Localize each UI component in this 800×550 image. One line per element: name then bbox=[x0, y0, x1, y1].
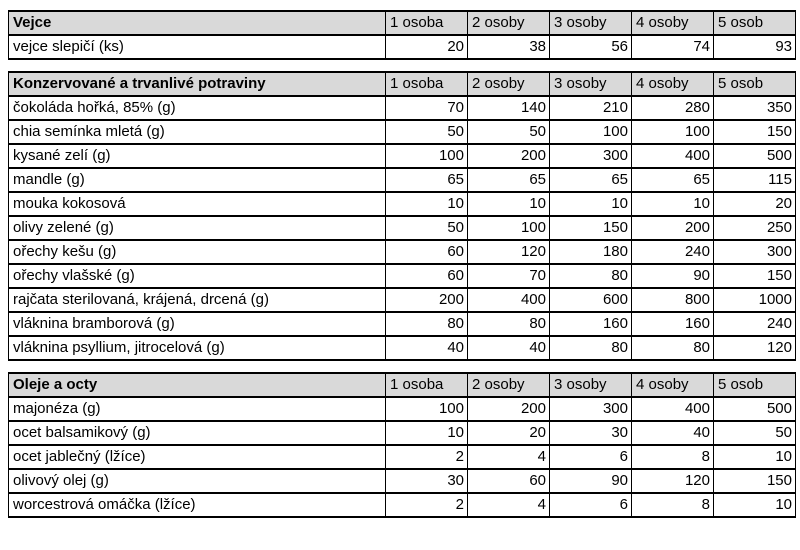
value-cell: 20 bbox=[468, 421, 550, 445]
value-cell: 150 bbox=[714, 264, 796, 288]
value-cell: 500 bbox=[714, 397, 796, 421]
column-header-cell-3: 3 osoby bbox=[550, 72, 632, 96]
value-cell: 280 bbox=[632, 96, 714, 120]
value-cell: 200 bbox=[386, 288, 468, 312]
table-oleje-a-octy-body bbox=[9, 373, 796, 517]
value-cell: 70 bbox=[468, 264, 550, 288]
value-cell: 30 bbox=[550, 421, 632, 445]
table-row bbox=[9, 336, 796, 360]
item-name-cell: vláknina psyllium, jitrocelová (g) bbox=[9, 336, 386, 360]
column-header-cell-4: 4 osoby bbox=[632, 72, 714, 96]
value-cell: 50 bbox=[386, 120, 468, 144]
value-cell: 80 bbox=[386, 312, 468, 336]
value-cell: 100 bbox=[550, 120, 632, 144]
value-cell: 100 bbox=[632, 120, 714, 144]
table-row bbox=[9, 240, 796, 264]
item-name-cell: kysané zelí (g) bbox=[9, 144, 386, 168]
header-row bbox=[9, 11, 796, 35]
column-header-cell-5: 5 osob bbox=[714, 11, 796, 35]
table-row bbox=[9, 421, 796, 445]
value-cell: 200 bbox=[468, 397, 550, 421]
value-cell: 250 bbox=[714, 216, 796, 240]
value-cell: 400 bbox=[632, 144, 714, 168]
value-cell: 80 bbox=[550, 264, 632, 288]
value-cell: 50 bbox=[386, 216, 468, 240]
value-cell: 80 bbox=[468, 312, 550, 336]
column-header-cell-1: 1 osoba bbox=[386, 72, 468, 96]
value-cell: 10 bbox=[714, 493, 796, 517]
value-cell: 10 bbox=[386, 192, 468, 216]
item-name-cell: mandle (g) bbox=[9, 168, 386, 192]
value-cell: 40 bbox=[468, 336, 550, 360]
value-cell: 160 bbox=[550, 312, 632, 336]
value-cell: 140 bbox=[468, 96, 550, 120]
value-cell: 6 bbox=[550, 493, 632, 517]
value-cell: 2 bbox=[386, 493, 468, 517]
table-row bbox=[9, 397, 796, 421]
table-row bbox=[9, 469, 796, 493]
column-header-cell-5: 5 osob bbox=[714, 72, 796, 96]
value-cell: 30 bbox=[386, 469, 468, 493]
value-cell: 800 bbox=[632, 288, 714, 312]
table-vejce-body bbox=[9, 11, 796, 59]
column-header-cell-2: 2 osoby bbox=[468, 72, 550, 96]
table-row bbox=[9, 216, 796, 240]
item-name-cell: worcestrová omáčka (lžíce) bbox=[9, 493, 386, 517]
column-header-cell-1: 1 osoba bbox=[386, 373, 468, 397]
value-cell: 10 bbox=[386, 421, 468, 445]
table-row bbox=[9, 445, 796, 469]
table-row bbox=[9, 168, 796, 192]
value-cell: 150 bbox=[714, 120, 796, 144]
value-cell: 300 bbox=[714, 240, 796, 264]
value-cell: 100 bbox=[386, 397, 468, 421]
value-cell: 65 bbox=[550, 168, 632, 192]
value-cell: 120 bbox=[714, 336, 796, 360]
value-cell: 400 bbox=[632, 397, 714, 421]
value-cell: 4 bbox=[468, 493, 550, 517]
column-header-cell-3: 3 osoby bbox=[550, 373, 632, 397]
column-header-cell-4: 4 osoby bbox=[632, 373, 714, 397]
value-cell: 240 bbox=[632, 240, 714, 264]
table-row bbox=[9, 192, 796, 216]
item-name-cell: rajčata sterilovaná, krájená, drcená (g) bbox=[9, 288, 386, 312]
value-cell: 400 bbox=[468, 288, 550, 312]
item-name-cell: olivy zelené (g) bbox=[9, 216, 386, 240]
value-cell: 40 bbox=[632, 421, 714, 445]
table-oleje-a-octy bbox=[8, 372, 796, 518]
value-cell: 210 bbox=[550, 96, 632, 120]
value-cell: 56 bbox=[550, 35, 632, 59]
column-header-cell-3: 3 osoby bbox=[550, 11, 632, 35]
value-cell: 80 bbox=[632, 336, 714, 360]
value-cell: 115 bbox=[714, 168, 796, 192]
value-cell: 180 bbox=[550, 240, 632, 264]
value-cell: 40 bbox=[386, 336, 468, 360]
value-cell: 65 bbox=[632, 168, 714, 192]
value-cell: 65 bbox=[468, 168, 550, 192]
item-name-cell: vejce slepičí (ks) bbox=[9, 35, 386, 59]
value-cell: 350 bbox=[714, 96, 796, 120]
value-cell: 93 bbox=[714, 35, 796, 59]
value-cell: 60 bbox=[386, 264, 468, 288]
item-name-cell: majonéza (g) bbox=[9, 397, 386, 421]
value-cell: 65 bbox=[386, 168, 468, 192]
value-cell: 60 bbox=[468, 469, 550, 493]
table-konzervovane-potraviny bbox=[8, 71, 796, 361]
header-row bbox=[9, 72, 796, 96]
header-row bbox=[9, 373, 796, 397]
value-cell: 20 bbox=[386, 35, 468, 59]
value-cell: 1000 bbox=[714, 288, 796, 312]
table-row bbox=[9, 120, 796, 144]
item-name-cell: olivový olej (g) bbox=[9, 469, 386, 493]
value-cell: 8 bbox=[632, 493, 714, 517]
value-cell: 100 bbox=[386, 144, 468, 168]
value-cell: 160 bbox=[632, 312, 714, 336]
value-cell: 10 bbox=[550, 192, 632, 216]
item-name-cell: ořechy vlašské (g) bbox=[9, 264, 386, 288]
table-konzervovane-potraviny-body bbox=[9, 72, 796, 360]
item-name-cell: chia semínka mletá (g) bbox=[9, 120, 386, 144]
value-cell: 150 bbox=[714, 469, 796, 493]
value-cell: 300 bbox=[550, 144, 632, 168]
value-cell: 4 bbox=[468, 445, 550, 469]
value-cell: 50 bbox=[468, 120, 550, 144]
item-name-cell: mouka kokosová bbox=[9, 192, 386, 216]
item-name-cell: ořechy kešu (g) bbox=[9, 240, 386, 264]
value-cell: 10 bbox=[714, 445, 796, 469]
item-name-cell: ocet jablečný (lžíce) bbox=[9, 445, 386, 469]
item-name-cell: vláknina bramborová (g) bbox=[9, 312, 386, 336]
section-title-cell: Konzervované a trvanlivé potraviny bbox=[9, 72, 386, 96]
value-cell: 300 bbox=[550, 397, 632, 421]
value-cell: 20 bbox=[714, 192, 796, 216]
value-cell: 80 bbox=[550, 336, 632, 360]
value-cell: 74 bbox=[632, 35, 714, 59]
value-cell: 200 bbox=[632, 216, 714, 240]
item-name-cell: čokoláda hořká, 85% (g) bbox=[9, 96, 386, 120]
value-cell: 90 bbox=[550, 469, 632, 493]
value-cell: 38 bbox=[468, 35, 550, 59]
section-title-cell: Oleje a octy bbox=[9, 373, 386, 397]
value-cell: 500 bbox=[714, 144, 796, 168]
value-cell: 10 bbox=[468, 192, 550, 216]
value-cell: 200 bbox=[468, 144, 550, 168]
value-cell: 8 bbox=[632, 445, 714, 469]
value-cell: 240 bbox=[714, 312, 796, 336]
value-cell: 6 bbox=[550, 445, 632, 469]
item-name-cell: ocet balsamikový (g) bbox=[9, 421, 386, 445]
value-cell: 600 bbox=[550, 288, 632, 312]
table-row bbox=[9, 144, 796, 168]
table-row bbox=[9, 288, 796, 312]
table-row bbox=[9, 96, 796, 120]
value-cell: 10 bbox=[632, 192, 714, 216]
table-row bbox=[9, 35, 796, 59]
column-header-cell-1: 1 osoba bbox=[386, 11, 468, 35]
value-cell: 70 bbox=[386, 96, 468, 120]
value-cell: 150 bbox=[550, 216, 632, 240]
table-row bbox=[9, 493, 796, 517]
value-cell: 120 bbox=[468, 240, 550, 264]
value-cell: 60 bbox=[386, 240, 468, 264]
value-cell: 50 bbox=[714, 421, 796, 445]
section-title-cell: Vejce bbox=[9, 11, 386, 35]
table-row bbox=[9, 264, 796, 288]
table-vejce bbox=[8, 10, 796, 60]
column-header-cell-2: 2 osoby bbox=[468, 373, 550, 397]
value-cell: 120 bbox=[632, 469, 714, 493]
column-header-cell-4: 4 osoby bbox=[632, 11, 714, 35]
column-header-cell-5: 5 osob bbox=[714, 373, 796, 397]
table-row bbox=[9, 312, 796, 336]
value-cell: 90 bbox=[632, 264, 714, 288]
value-cell: 2 bbox=[386, 445, 468, 469]
value-cell: 100 bbox=[468, 216, 550, 240]
column-header-cell-2: 2 osoby bbox=[468, 11, 550, 35]
